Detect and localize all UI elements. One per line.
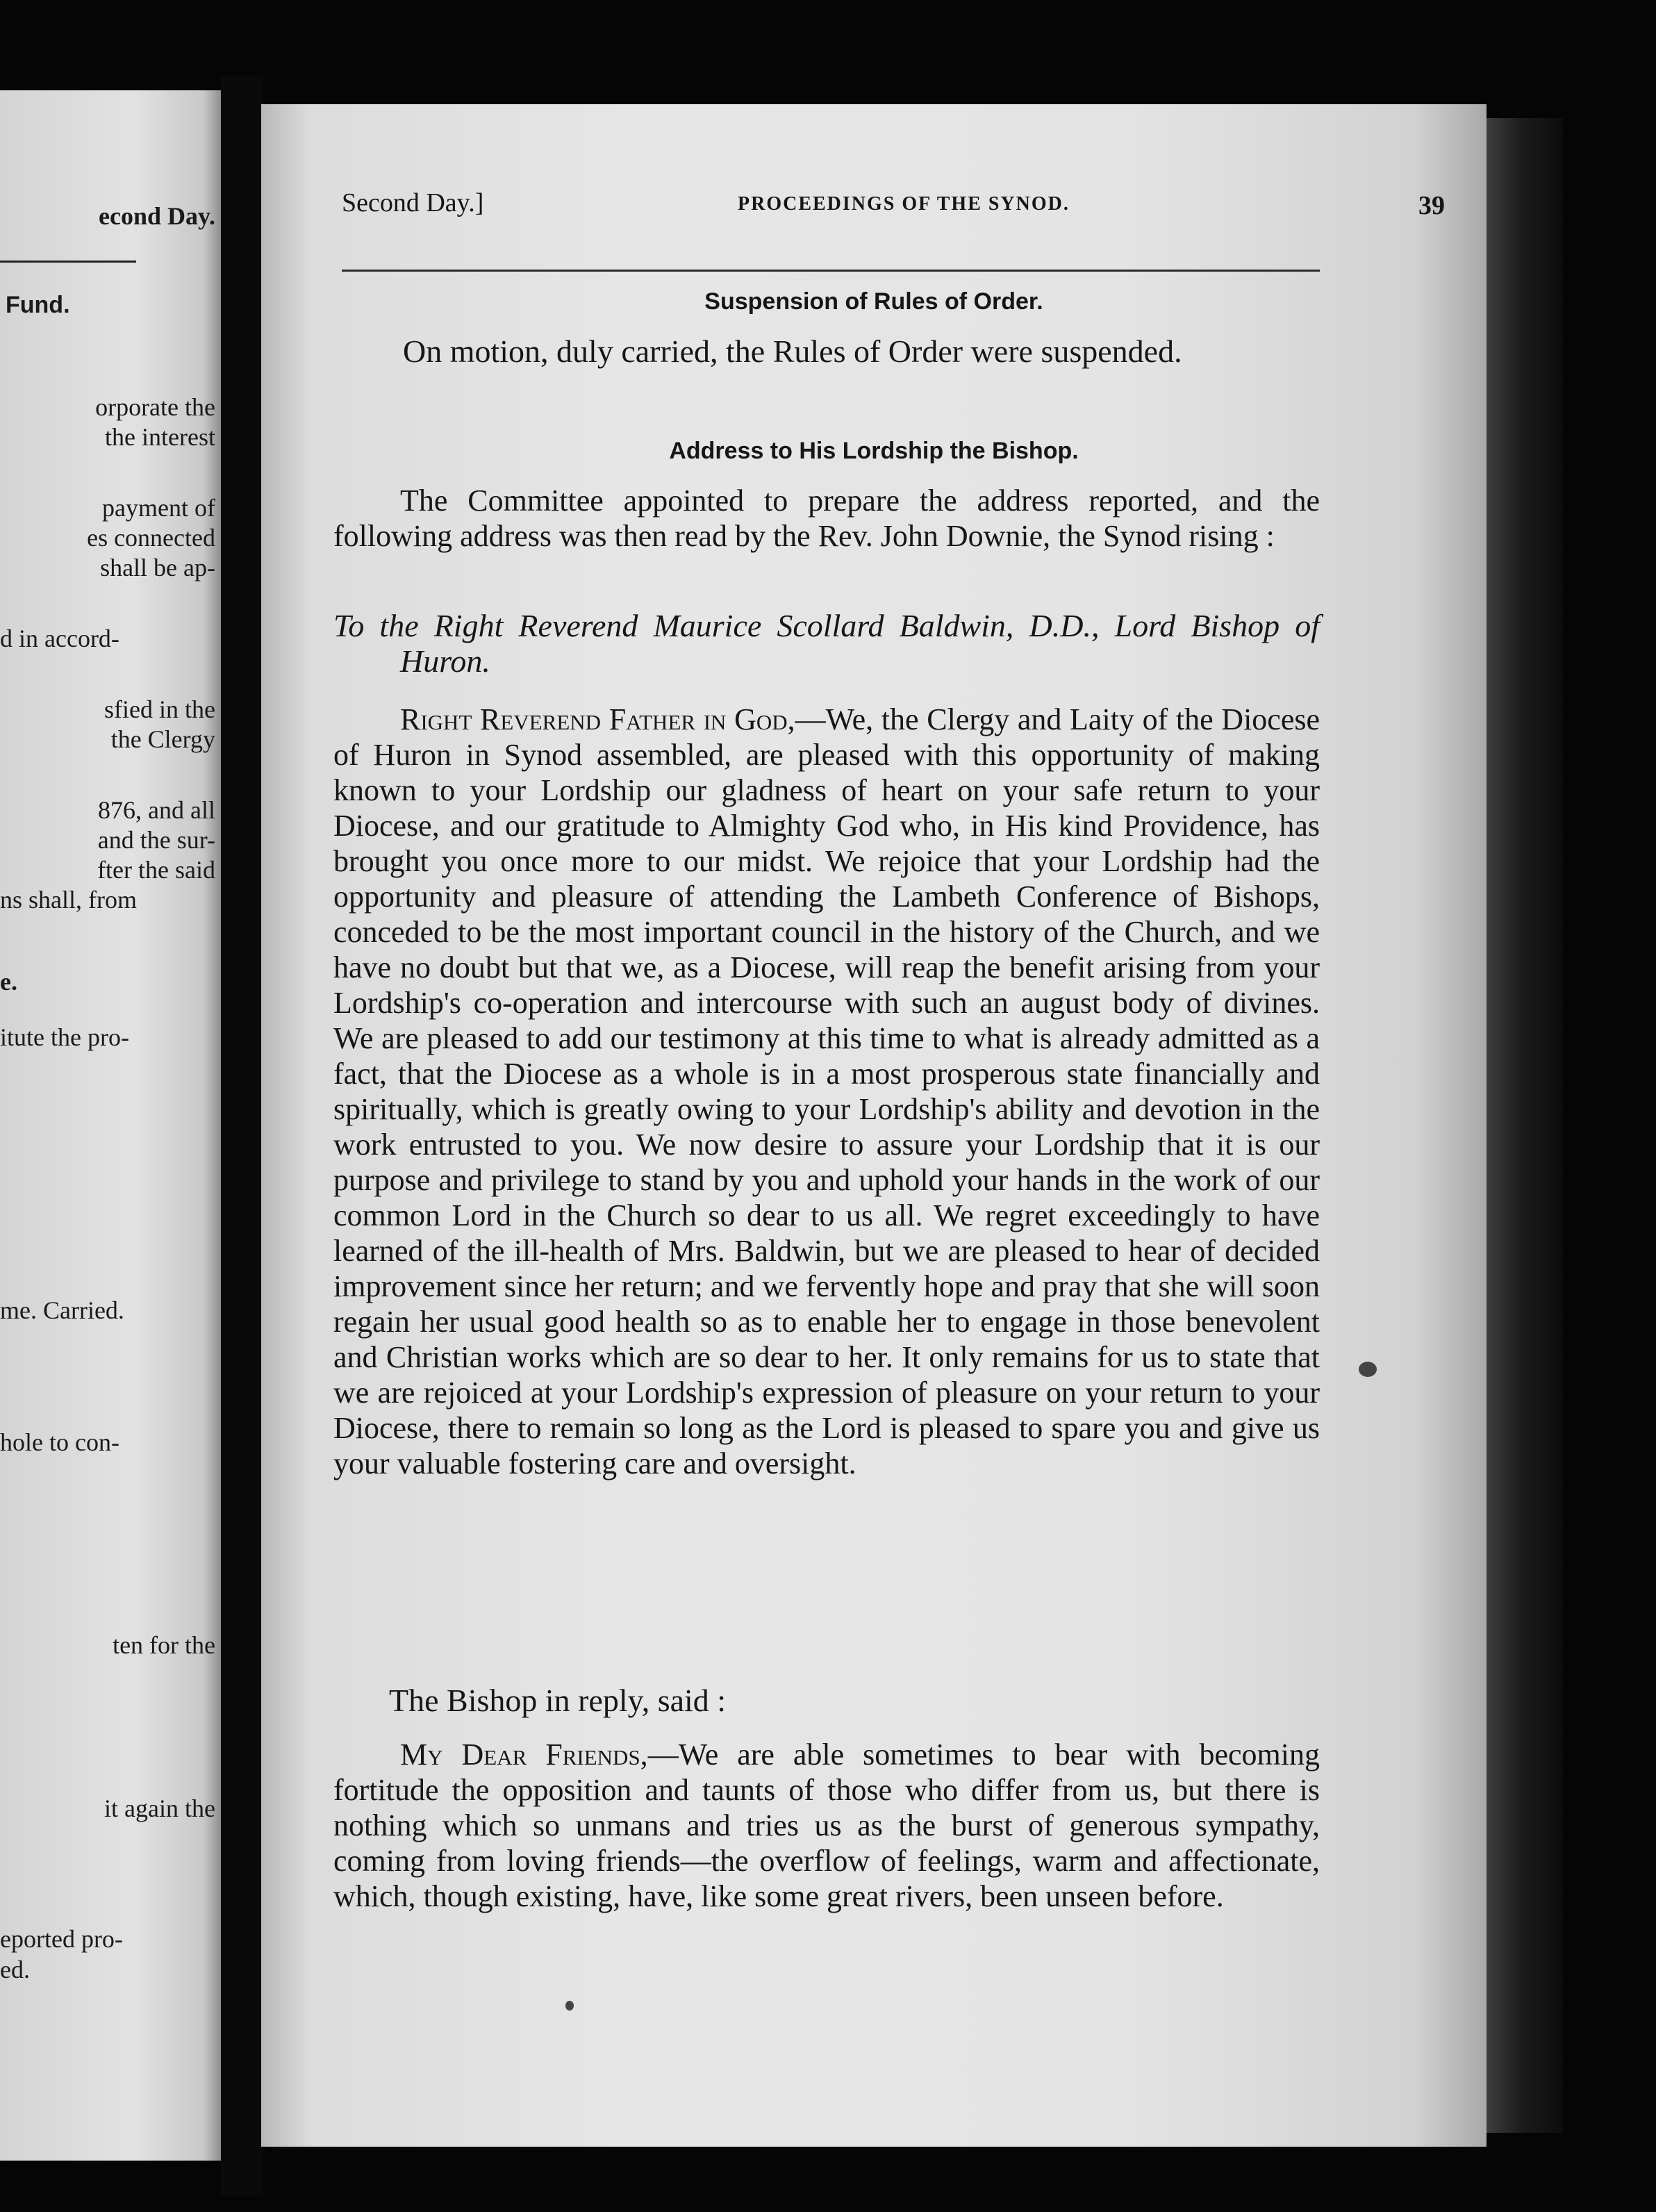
address-salutation: Right Reverend Father in God, <box>400 702 795 736</box>
left-page-line: orporate the <box>95 393 215 421</box>
left-page-line: ns shall, from <box>0 886 137 914</box>
left-page-line: and the sur- <box>97 826 215 854</box>
running-head-title: PROCEEDINGS OF THE SYNOD. <box>738 193 1070 215</box>
left-page-line: 876, and all <box>98 796 215 824</box>
left-page-line: payment of <box>102 494 215 522</box>
previous-page <box>0 90 221 2161</box>
left-page-line: ed. <box>0 1956 30 1983</box>
left-page-line: d in accord- <box>0 625 119 652</box>
book-gutter <box>221 76 263 2195</box>
address-heading: Address to His Lordship the Bishop. <box>669 438 1079 464</box>
bishop-reply-intro: The Bishop in reply, said : <box>389 1683 727 1718</box>
committee-paragraph: The Committee appointed to prepare the address reported, and the following address was then read by the Rev. John Downie, the Synod rising : <box>333 484 1320 553</box>
left-page-line: shall be ap- <box>100 554 215 581</box>
left-page-line: hole to con- <box>0 1428 119 1456</box>
left-page-line: es connected <box>87 524 215 552</box>
running-head <box>342 188 1445 229</box>
left-page-line: eported pro- <box>0 1925 123 1953</box>
left-page-line: fter the said <box>97 856 215 884</box>
page-number: 39 <box>1418 191 1445 220</box>
left-page-line: e. <box>0 968 17 996</box>
reply-body: —We are able sometimes to bear with becoming fortitude the opposition and taunts of those who differ from us, but there is nothing which so unmans and tries us as the burst of generous sympathy, coming from loving friends—the overflow of feelings, warm and affectionate, which, though existing, have, like some great rivers, been unseen before. <box>333 1738 1320 1913</box>
running-head-left: Second Day.] <box>342 188 484 217</box>
left-page-line: me. Carried. <box>0 1296 124 1324</box>
suspension-heading: Suspension of Rules of Order. <box>704 288 1043 315</box>
book-page <box>261 104 1487 2147</box>
left-page-line: ten for the <box>113 1631 215 1659</box>
left-page-line: it again the <box>104 1794 215 1822</box>
left-page-rule <box>0 261 136 263</box>
left-page-line: the interest <box>105 423 215 451</box>
address-recipient: To the Right Reverend Maurice Scollard Baldwin, D.D., Lord Bishop of Huron. <box>333 608 1320 679</box>
address-body-paragraph <box>333 702 1320 1481</box>
left-page-line: the Clergy <box>110 725 215 753</box>
header-rule <box>342 270 1320 272</box>
address-body: —We, the Clergy and Laity of the Diocese of Huron in Synod assembled, are pleased with this opportunity of making known to your Lordship our gladness of heart on your safe return to your Diocese, and our gratitude to Almighty God who, in His kind Providence, has brought you once more to our midst. We rejoice that your Lordship had the opportunity and pleasure of attending the Lambeth Conference of Bishops, conceded to be the most important council in the history of the Church, and we have no doubt but that we, as a Diocese, will reap the benefit arising from your Lordship's co-operation and intercourse with such an august body of divines. We are pleased to add our testimony at this time to what is already admitted as a fact, that the Diocese as a whole is in a most prosperous state financially and spiritually, which is greatly owing to your Lordship's ability and devotion in the work entrusted to you. We now desire to assure your Lordship that it is our purpose and privilege to stand by you and uphold your hands in the work of our common Lord in the Church so dear to us all. We regret exceedingly to have learned of the ill-health of Mrs. Baldwin, but we are pleased to hear of decided improvement since her return; and we fervently hope and pray that she will soon regain her usual good health so as to enable her to engage in those benevolent and Christian works which are so dear to her. It only remains for us to state that we are rejoiced at your Lordship's expression of pleasure on your return to your Diocese, there to remain so long as the Lord is pleased to spare you and give us your valuable fostering care and oversight. <box>333 702 1320 1480</box>
ink-dot <box>565 2001 574 2011</box>
left-page-line: sfied in the <box>104 695 215 723</box>
left-page-heading: Fund. <box>6 292 70 318</box>
reply-paragraph <box>333 1737 1320 1914</box>
reply-salutation: My Dear Friends, <box>400 1738 648 1772</box>
suspension-text: On motion, duly carried, the Rules of Order were suspended. <box>403 333 1182 369</box>
ink-blot <box>1359 1362 1377 1377</box>
left-page-running-head: econd Day. <box>98 202 215 230</box>
left-page-line: itute the pro- <box>0 1023 129 1051</box>
